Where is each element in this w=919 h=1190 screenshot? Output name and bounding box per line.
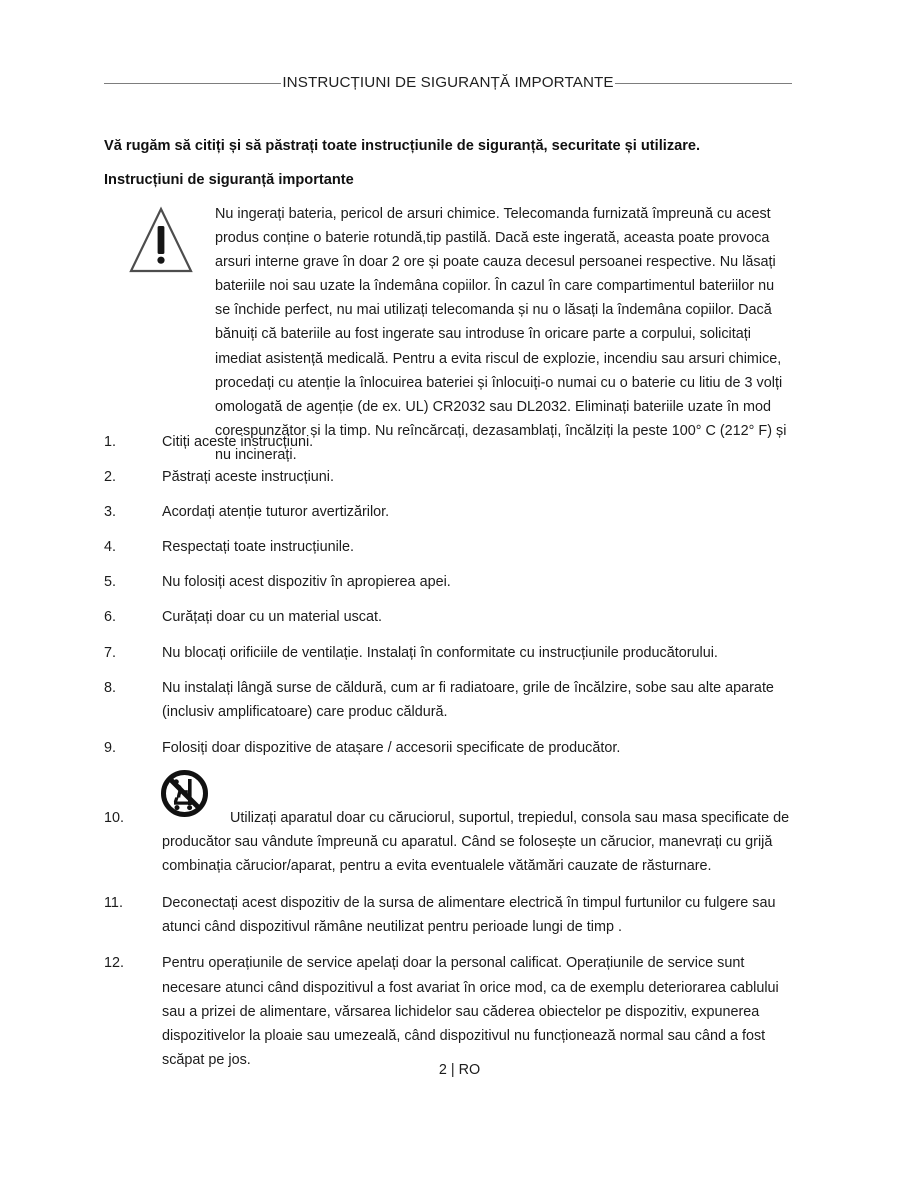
list-item-number: 10. [104, 809, 125, 826]
list-item-text: Curățați doar cu un material uscat. [162, 609, 382, 626]
safety-instruction-list [104, 430, 804, 1084]
list-item [104, 951, 804, 1071]
section-heading: Instrucțiuni de siguranță importante [104, 172, 354, 188]
list-item-number: 8. [104, 679, 117, 696]
list-item-text: Folosiți doar dispozitive de atașare / accesorii specificate de producător. [162, 739, 621, 756]
list-item-number: 9. [104, 739, 117, 756]
list-item-number: 12. [104, 955, 125, 972]
list-item-text: Nu blocați orificiile de ventilație. Instalați în conformitate cu instrucțiunile producătorului. [162, 644, 718, 661]
list-item-text: Acordați atenție tuturor avertizărilor. [162, 504, 390, 521]
lead-statement: Vă rugăm să citiți și să păstrați toate instrucțiunile de siguranță, securitate și utilizare. [104, 138, 701, 154]
list-item-text: Respectați toate instrucțiunile. [162, 539, 354, 556]
list-item [104, 806, 804, 878]
list-item-text: Deconectați acest dispozitiv de la sursa de alimentare electrică în timpul furtunilor cu fulgere sau atunci când dispozitivul rămâne neutilizat pentru perioade lungi de timp . [162, 895, 776, 936]
list-item-text: Pentru operațiunile de service apelați doar la personal calificat. Operațiunile de service sunt necesare atunci când dispozitivul a fost avariat în orice mod, ca de exemplu deteriorarea cablului sau a prizei de alimentare, vărsarea lichidelor sau căderea obiectelor pe dispozitiv, expunerea dispozitivelor la ploaie sau umezeală, când dispozitivul nu funcționează normal sau când a fost scăpat pe jos. [162, 955, 779, 1068]
list-item [104, 465, 804, 489]
list-item-number: 3. [104, 504, 117, 521]
list-item [104, 676, 804, 724]
header-rule-right [615, 83, 792, 84]
list-item-text: Nu instalați lângă surse de căldură, cum ar fi radiatoare, grile de încălzire, sobe sau alte aparate (inclusiv amplificatoare) care produc căldură. [162, 679, 774, 720]
page-footer: 2 | RO [438, 1062, 481, 1078]
list-item [104, 500, 804, 524]
list-item [104, 641, 804, 665]
list-item-text: Păstrați aceste instrucțiuni. [162, 469, 334, 486]
page-title: INSTRUCȚIUNI DE SIGURANȚĂ IMPORTANTE [282, 74, 614, 91]
battery-warning-block [104, 202, 794, 467]
page-header [104, 74, 792, 91]
list-item-text: Nu folosiți acest dispozitiv în apropierea apei. [162, 574, 451, 591]
list-item-text: Utilizați aparatul doar cu căruciorul, suportul, trepiedul, consola sau masa specificate de producător sau vândute împreună cu aparatul. Când se folosește un cărucior, manevrați cu grijă combinația cărucior/aparat, pentru a evita eventualele vătămări cauzate de răsturnare. [162, 809, 790, 875]
list-item-number: 5. [104, 574, 117, 591]
list-item-number: 7. [104, 644, 117, 661]
list-item-number: 4. [104, 539, 117, 556]
list-item [104, 736, 804, 760]
no-cart-icon [161, 770, 208, 817]
list-item-number: 1. [104, 434, 117, 450]
list-item [104, 570, 804, 594]
list-item-number: 6. [104, 609, 117, 626]
list-item [104, 535, 804, 559]
battery-warning-text: Nu ingerați bateria, pericol de arsuri chimice. Telecomanda furnizată împreună cu acest produs conține o baterie rotundă,tip pastilă. Dacă este ingerată, aceasta poate provoca arsuri interne grave în doar 2 ore și poate cauza decesul persoanei respective. Nu lăsați bateriile noi sau uzate la îndemâna copiilor. În cazul în care compartimentul bateriilor nu se închide perfect, nu mai utilizați telecomanda și nu o lăsați la îndemâna copiilor. Dacă bănuiți că bateriile au fost ingerate sau introduse în oricare parte a corpului, solicitați imediat asistență medicală. Pentru a evita riscul de explozie, incendiu sau arsuri chimice, procedați cu atenție la înlocuirea bateriei și înlocuiți-o numai cu o baterie cu litiu de 3 volți omologată de agenție (de ex. UL) CR2032 sau DL2032. Eliminați bateriile uzate în mod corespunzător și la timp. Nu reîncărcați, dezasamblați, încălziți la peste 100° C (212° F) și nu incinerați. [215, 206, 787, 463]
list-item-number: 2. [104, 469, 117, 486]
warning-triangle-icon [128, 204, 194, 276]
header-rule-left [104, 83, 281, 84]
list-item-text-wrapper [162, 806, 804, 878]
list-item [104, 891, 804, 939]
list-item [104, 430, 804, 454]
list-item [104, 605, 804, 629]
list-item-number: 11. [104, 895, 123, 912]
list-item-text: Citiți aceste instrucțiuni. [162, 434, 314, 450]
